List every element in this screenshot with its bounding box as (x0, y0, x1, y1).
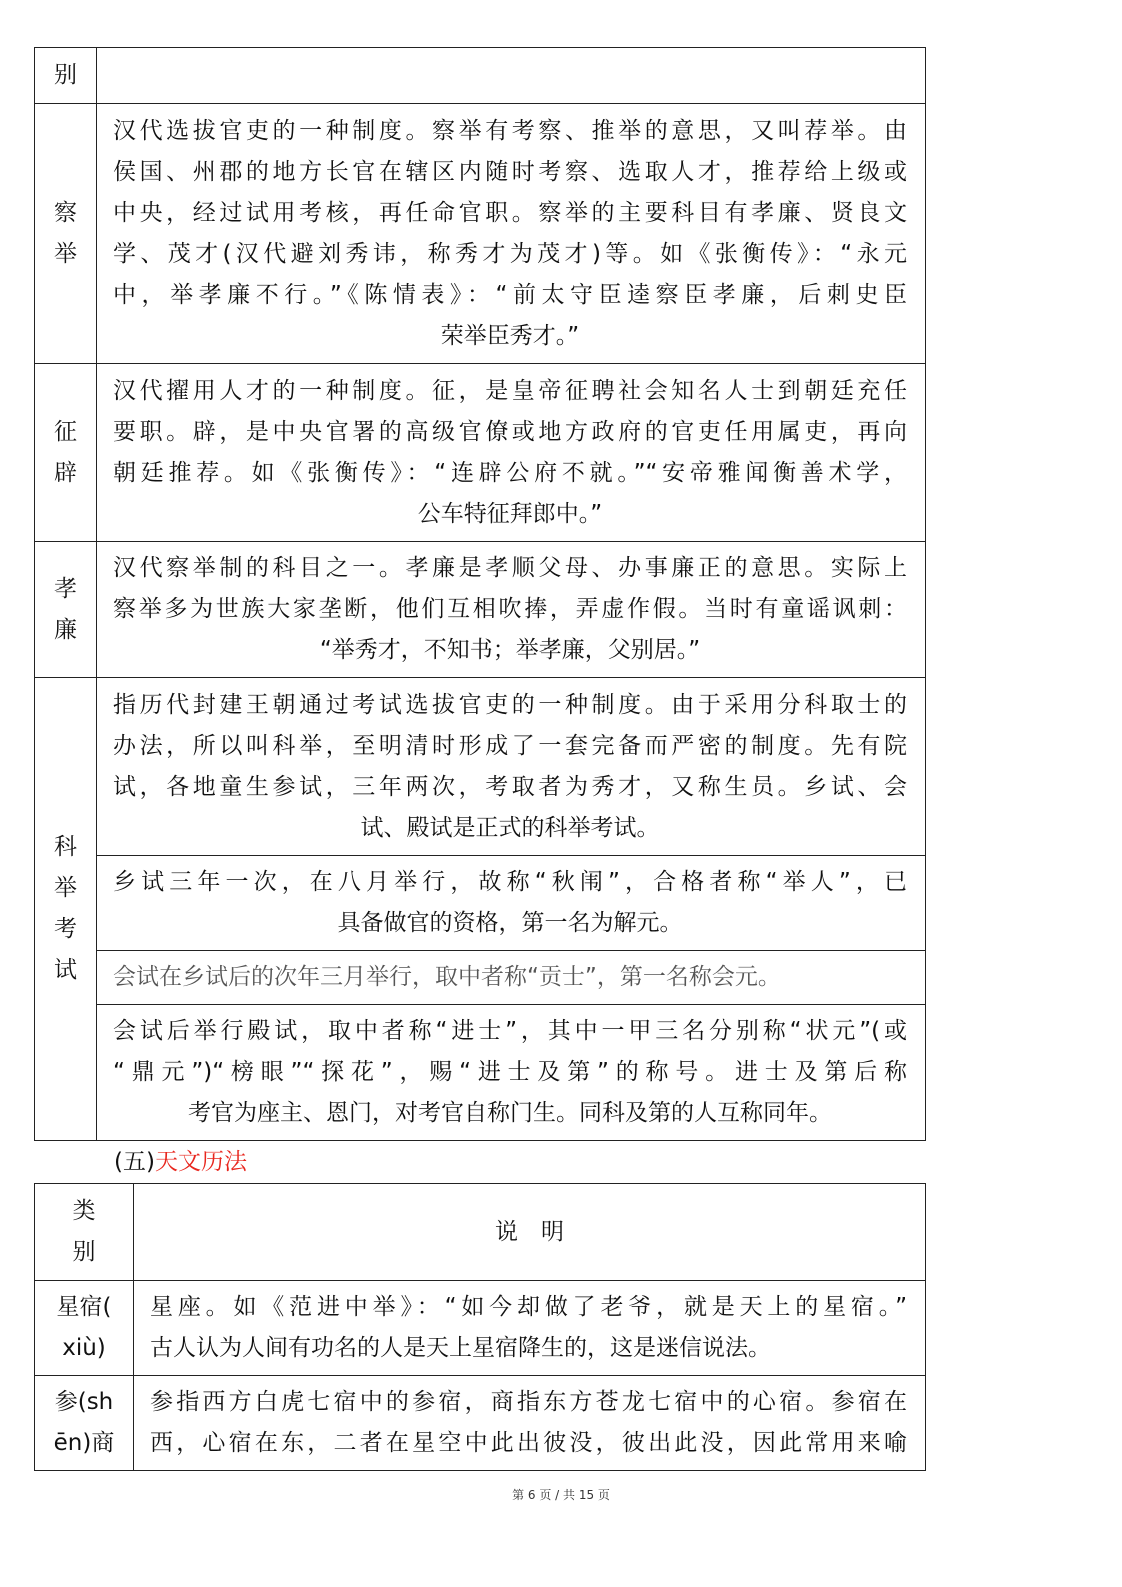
text-line: 西，心宿在东，二者在星空中此出彼没，彼出此没，因此常用来喻 (150, 1430, 907, 1456)
category-char: 别 (72, 1239, 96, 1265)
text-line: 试、殿试是正式的科举考试。 (360, 814, 660, 841)
category-cell (35, 1281, 134, 1376)
table-row (35, 104, 926, 364)
description-cell (97, 951, 926, 1005)
description-cell (134, 1281, 926, 1376)
astronomy-calendar-table (34, 1183, 926, 1471)
description-cell (97, 1005, 926, 1141)
description-cell (97, 678, 926, 856)
table-row (35, 1376, 926, 1471)
text-line: “举秀才，不知书；举孝廉，父别居。” (319, 637, 701, 663)
category-header: 别 (35, 48, 97, 104)
text-line: 公车特征拜郎中。” (417, 500, 603, 527)
text-line: 会试后举行殿试，取中者称“进士”，其中一甲三名分别称“状元”(或 (113, 1018, 907, 1044)
text-line: 具备做官的资格，第一名为解元。 (337, 910, 683, 936)
category-char: 孝 (54, 575, 77, 602)
text-line: 古人认为人间有功名的人是天上星宿降生的，这是迷信说法。 (150, 1335, 771, 1361)
category-char: 征 (54, 418, 77, 445)
category-char: 考 (54, 916, 77, 942)
text-line: 中央，经过试用考核，再任命官职。察举的主要科目有孝廉、贤良文 (113, 199, 907, 226)
description-cell (97, 856, 926, 951)
text-line: 汉代选拔官吏的一种制度。察举有考察、推举的意思，又叫荐举。由 (113, 117, 907, 144)
text-line: 要职。辟，是中央官署的高级官僚或地方政府的官吏任用属吏，再向 (113, 418, 907, 445)
text-line: 中，举孝廉不行。”《陈情表》：“前太守臣逵察臣孝廉，后刺史臣 (113, 281, 907, 308)
text-line: 学、茂才(汉代避刘秀讳，称秀才为茂才)等。如《张衡传》：“永元 (113, 240, 907, 267)
category-cell (35, 1376, 134, 1471)
text-line: 荣举臣秀才。” (440, 322, 580, 349)
text-line: 朝廷推荐。如《张衡传》：“连辟公府不就。”“安帝雅闻衡善术学， (113, 459, 907, 486)
text-line: 察举多为世族大家垄断，他们互相吹捧，弄虚作假。当时有童谣讽刺： (113, 596, 907, 622)
imperial-exam-table (34, 47, 926, 1141)
category-char: 廉 (54, 616, 77, 643)
text-line: “鼎元”)“榜眼”“探花”，赐“进士及第”的称号。进士及第后称 (113, 1059, 907, 1085)
category-char: xiù) (62, 1335, 106, 1361)
table-row (35, 1005, 926, 1141)
category-char: 举 (54, 240, 77, 267)
category-char: 察 (54, 199, 77, 226)
table-row (35, 364, 926, 542)
text-line: 汉代察举制的科目之一。孝廉是孝顺父母、办事廉正的意思。实际上 (113, 555, 907, 581)
text-line: 会试在乡试后的次年三月举行，取中者称“贡士”，第一名称会元。 (113, 964, 781, 990)
text-line: 考官为座主、恩门，对考官自称门生。同科及第的人互称同年。 (188, 1100, 832, 1126)
text-line: 参指西方白虎七宿中的参宿，商指东方苍龙七宿中的心宿。参宿在 (150, 1389, 907, 1415)
category-char: 类 (72, 1198, 96, 1224)
description-header (97, 48, 926, 104)
text-line: 侯国、州郡的地方长官在辖区内随时考察、选取人才，推荐给上级或 (113, 158, 907, 185)
text-line: 办法，所以叫科举，至明清时形成了一套完备而严密的制度。先有院 (113, 732, 907, 759)
table-row (35, 1281, 926, 1376)
table-row (35, 951, 926, 1005)
category-char: 科 (54, 834, 77, 860)
description-cell (97, 364, 926, 542)
table-row (35, 542, 926, 678)
text-line: 指历代封建王朝通过考试选拔官吏的一种制度。由于采用分科取士的 (113, 691, 907, 718)
table-row (35, 678, 926, 856)
text-line: 星座。如《范进中举》：“如今却做了老爷，就是天上的星宿。” (150, 1294, 907, 1320)
description-cell (97, 104, 926, 364)
page-footer: 第 6 页 / 共 15 页 (512, 1488, 610, 1502)
category-char: 参(sh (54, 1389, 114, 1415)
text-line: 试，各地童生参试，三年两次，考取者为秀才，又称生员。乡试、会 (113, 773, 907, 800)
text-line: 乡试三年一次，在八月举行，故称“秋闱”，合格者称“举人”，已 (113, 869, 907, 895)
text-line: 汉代擢用人才的一种制度。征，是皇帝征聘社会知名人士到朝廷充任 (113, 377, 907, 404)
category-char: 星宿( (56, 1294, 112, 1320)
category-char: 举 (54, 875, 77, 901)
category-char: 试 (54, 957, 77, 983)
category-char: ēn)商 (53, 1430, 115, 1456)
table-row (35, 856, 926, 951)
category-cell (35, 364, 97, 542)
section-number: (五) (114, 1149, 155, 1175)
section-title: 天文历法 (154, 1149, 247, 1175)
category-char: 辟 (54, 459, 77, 486)
category-cell (35, 104, 97, 364)
description-cell (134, 1376, 926, 1471)
description-cell (97, 542, 926, 678)
category-cell (35, 678, 97, 1141)
category-cell (35, 542, 97, 678)
section-heading (114, 1146, 247, 1178)
table-header-row (35, 1184, 926, 1281)
description-header: 说 明 (134, 1184, 926, 1281)
category-header (35, 1184, 134, 1281)
table-header-row (35, 48, 926, 104)
